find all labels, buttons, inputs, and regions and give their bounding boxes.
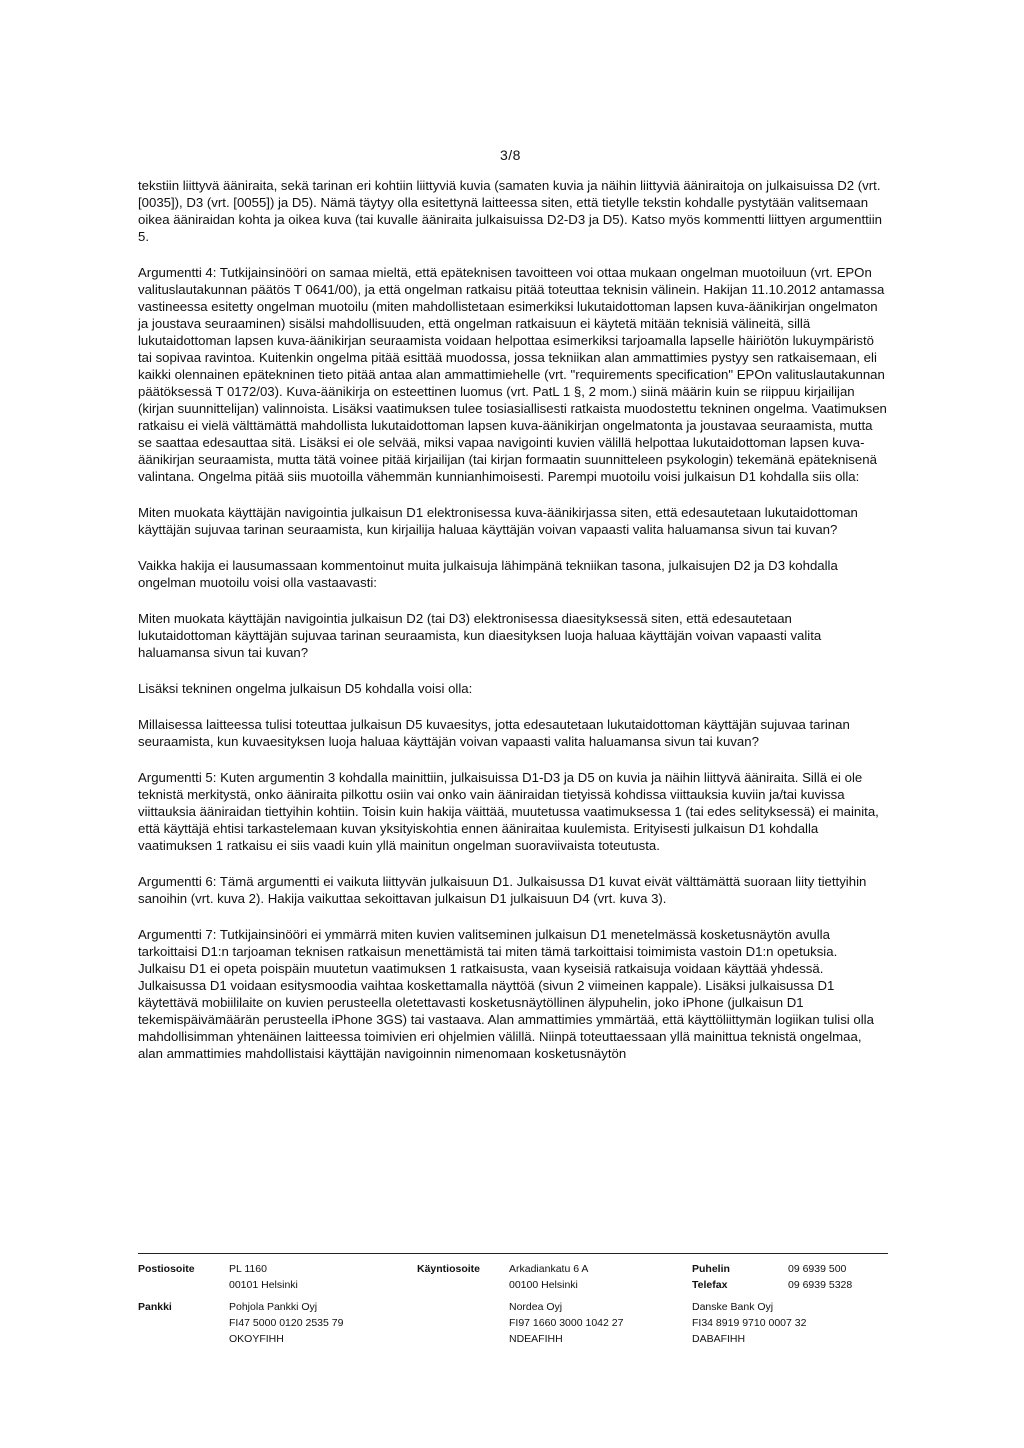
contact-values — [788, 1261, 852, 1293]
bank-line: Pohjola Pankki Oyj — [229, 1301, 318, 1313]
bank-line: FI97 1660 3000 1042 27 — [509, 1317, 624, 1329]
paragraph-argument-7: Argumentti 7: Tutkijainsinööri ei ymmärrä miten kuvien valitseminen julkaisun D1 menetelmässä kosketusnäytön avulla tarkoittaisi D1:n tarjoaman teknisen ratkaisun menettämistä tai miten tämä tarkoittaisi toimimista vastoin D1:n opetuksia. Julkaisu D1 ei opeta poispäin muutetun vaatimuksen 1 ratkaisusta, vaan kyseisiä ratkaisuja voidaan käyttää yhdessä. Julkaisussa D1 voidaan esitysmoodia vaihtaa koskettamalla näyttöä (sivun 2 viimeinen kappale). Lisäksi julkaisussa D1 käytettävä mobiililaite on kuvien perusteella oletettavasti kosketusnäytöllinen älypuhelin, joko iPhone (julkaisun D1 tekemispäivämäärän perusteella iPhone 3GS) tai vastaava. Alan ammattimies ymmärtää, että käyttöliittymän logiikan tulisi olla mahdollisimman yhtenäinen laitteessa toimivien eri ohjelmien välillä. Niinpä toteuttaessaan yllä mainittua teknistä ongelmaa, alan ammattimies mahdollistaisi käyttäjän navigoinnin nimenomaan kosketusnäytön — [138, 927, 874, 1061]
phone-label: Puhelin — [692, 1263, 730, 1275]
postal-address — [229, 1261, 298, 1293]
document-body — [138, 177, 888, 1081]
bank-label: Pankki — [138, 1301, 172, 1313]
paragraph-d2-d3-intro: Vaikka hakija ei lausumassaan kommentoinut muita julkaisuja lähimpänä tekniikan tasona, julkaisujen D2 ja D3 kohdalla ongelman muotoilu voisi olla vastaavasti: — [138, 558, 838, 590]
bank-line: FI34 8919 9710 0007 32 — [692, 1317, 807, 1329]
bank-line: Nordea Oyj — [509, 1301, 563, 1313]
postal-address-label: Postiosoite — [138, 1263, 195, 1275]
contact-labels — [692, 1261, 730, 1293]
paragraph-problem-d5: Millaisessa laitteessa tulisi toteuttaa julkaisun D5 kuvaesitys, jotta edesautetaan lukutaidottoman käyttäjän sujuvaa tarinan seuraamista, kun kuvaesityksen luoja haluaa käyttäjän voivan vapaasti valita haluamansa sivun tai kuvan? — [138, 717, 850, 749]
footer-address-row — [138, 1261, 888, 1293]
bank-account-danske — [692, 1299, 806, 1347]
visiting-address-label: Käyntiosoite — [417, 1263, 481, 1275]
bank-account-nordea — [509, 1299, 623, 1347]
bank-line: NDEAFIHH — [509, 1333, 563, 1345]
bank-account-pohjola — [229, 1299, 343, 1347]
page-number: 3/8 — [500, 147, 521, 163]
paragraph-continuation: tekstiin liittyvä ääniraita, sekä tarinan eri kohtiin liittyviä kuvia (samaten kuvia ja näihin liittyviä ääniraitoja on julkaisuissa D2 (vrt. [0035]), D3 (vrt. [0055]) ja D5). Nämä täytyy olla esitettynä laitteessa siten, että tietylle tekstin kohdalle pystytään valitsemaan oikea ääniraidan kohta ja oikea kuva (tai kuvalle ääniraita julkaisuissa D2-D3 ja D5). Katso myös kommentti liittyen argumenttiin 5. — [138, 178, 882, 244]
bank-line: FI47 5000 0120 2535 79 — [229, 1317, 344, 1329]
paragraph-d5-intro: Lisäksi tekninen ongelma julkaisun D5 kohdalla voisi olla: — [138, 681, 473, 696]
paragraph-argument-4: Argumentti 4: Tutkijainsinööri on samaa mieltä, että epäteknisen tavoitteen voi ottaa mukaan ongelman muotoiluun (vrt. EPOn valituslautakunnan päätös T 0641/00), ja että ongelman ratkaisu pitää toteuttaa teknisin välinein. Hakijan 11.10.2012 antamassa vastineessa esitetty ongelman muotoilu (miten mahdollistetaan esimerkiksi lukutaidottoman lapsen kuva-äänikirjan ongelmaton ja joustava seuraaminen) sisälsi mahdollisuuden, että ongelman ratkaisuun ei käytetä mitään teknisiä välineitä, sillä lukutaidottoman lapsen kuva-äänikirjan seuraamista voidaan helpottaa esimerkiksi tarjoamalla lapselle häiriötön lukuympäristö tai sopivaa ravintoa. Kuitenkin ongelma pitää esittää muodossa, jossa tekniikan alan ammattimies pystyy sen ratkaisemaan, eli kaikki olennainen epätekninen tieto pitää antaa alan ammattimiehelle (vrt. "requirements specification" EPOn valituslautakunnan päätöksessä T 0172/03). Kuva-äänikirja on esteettinen luomus (vrt. PatL 1 §, 2 mom.) siinä määrin kuin se riippuu kirjailijan (kirjan suunnittelijan) valinnoista. Lisäksi vaatimuksen tulee tosiasiallisesti ratkaista muodostettu tekninen ongelma. Vaatimuksen ratkaisu ei vielä välttämättä mahdollista lukutaidottoman lapsen kuva-äänikirjan ongelmatonta ja joustavaa seuraamista, mutta se saattaa edesauttaa sitä. Lisäksi ei ole selvää, miksi vapaa navigointi kuvien välillä helpottaa lukutaidottoman lapsen kuva-äänikirjan seuraamista, mutta tätä voinee pitää kirjailijan (tai kirjan formaatin suunnitteleen psykologin) tekemänä epäteknisenä valintana. Ongelma pitää siis muotoilla vähemmän kunnianhimoisesti. Parempi muotoilu voisi julkaisun D1 kohdalla siis olla: — [138, 265, 887, 484]
bank-line: Danske Bank Oyj — [692, 1301, 774, 1313]
fax-label: Telefax — [692, 1279, 728, 1291]
letterhead-footer — [138, 1261, 888, 1345]
fax-number: 09 6939 5328 — [788, 1279, 853, 1291]
visiting-address-line: Arkadiankatu 6 A — [509, 1263, 589, 1275]
paragraph-argument-5: Argumentti 5: Kuten argumentin 3 kohdalla mainittiin, julkaisuissa D1-D3 ja D5 on kuvia ja näihin liittyvä ääniraita. Sillä ei ole teknistä merkitystä, onko ääniraita pilkottu osiin vai onko vain ääniraidan tietyissä kohdissa viittauksia kuviin ja/tai kuvissa viittauksia ääniraidan tiettyihin kohtiin. Toisin kuin hakija väittää, muutetussa vaatimuksessa 1 (tai edes selityksessä) ei mainita, että käyttäjä ehtisi tarkastelemaan kuvan yksityiskohtia ennen ääniraitaa kuulemista. Erityisesti julkaisun D1 kohdalla vaatimuksen 1 ratkaisu ei siis vaadi kuin yllä mainitun ongelman suoraviivaista toteutusta. — [138, 770, 879, 853]
visiting-address — [509, 1261, 588, 1293]
paragraph-argument-6: Argumentti 6: Tämä argumentti ei vaikuta liittyvän julkaisuun D1. Julkaisussa D1 kuvat eivät välttämättä suoraan liity tiettyihin sanoihin (vrt. kuva 2). Hakija vaikuttaa sekoittavan julkaisun D1 julkaisuun D4 (vrt. kuva 3). — [138, 874, 867, 906]
visiting-address-line: 00100 Helsinki — [509, 1279, 578, 1291]
postal-address-line: PL 1160 — [229, 1263, 267, 1275]
postal-address-line: 00101 Helsinki — [229, 1279, 298, 1291]
paragraph-problem-d1: Miten muokata käyttäjän navigointia julkaisun D1 elektronisessa kuva-äänikirjassa siten, että edesautetaan lukutaidottoman käyttäjän sujuvaa tarinan seuraamista, kun kirjailija haluaa käyttäjän voivan vapaasti valita haluamansa sivun tai kuvan? — [138, 505, 858, 537]
footer-divider — [138, 1253, 888, 1254]
bank-line: DABAFIHH — [692, 1333, 746, 1345]
phone-number: 09 6939 500 — [788, 1263, 847, 1275]
bank-line: OKOYFIHH — [229, 1333, 284, 1345]
paragraph-problem-d2-d3: Miten muokata käyttäjän navigointia julkaisun D2 (tai D3) elektronisessa diaesityksessä siten, että edesautetaan lukutaidottoman käyttäjän sujuvaa tarinan seuraamista, kun diaesityksen luoja haluaa käyttäjän voivan vapaasti valita haluamansa sivun tai kuvan? — [138, 611, 822, 660]
footer-bank-row — [138, 1299, 888, 1345]
